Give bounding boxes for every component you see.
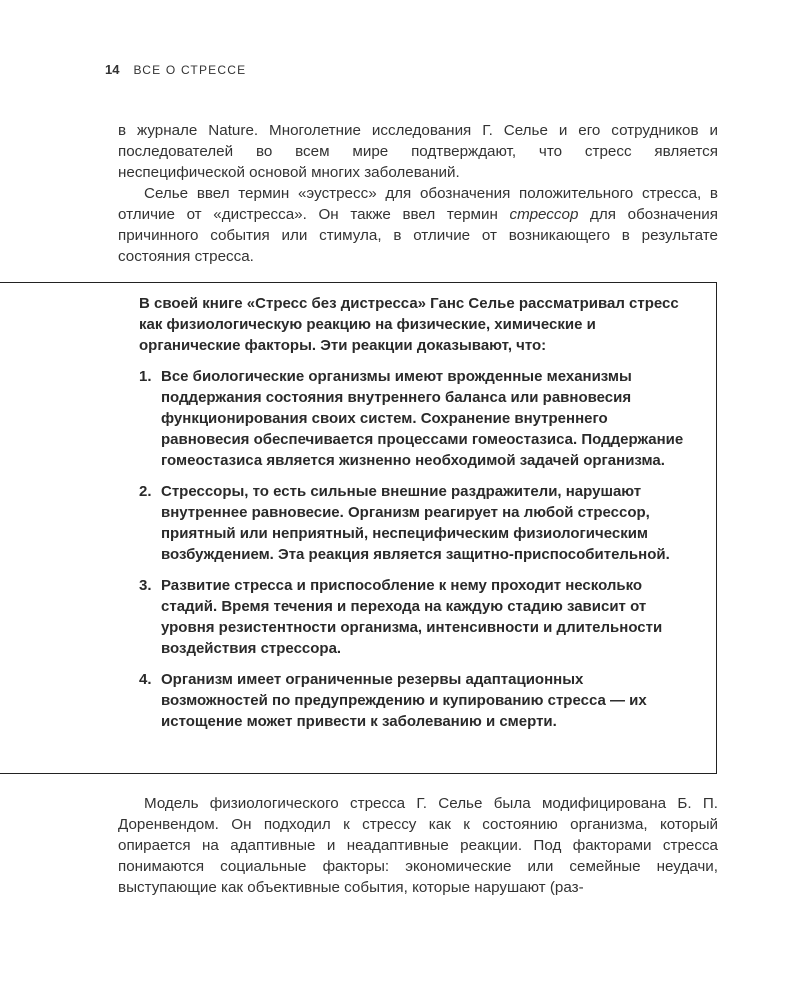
list-item-number: 3. bbox=[139, 577, 152, 594]
paragraph-eustress bbox=[118, 183, 718, 267]
sidebar-list bbox=[139, 366, 694, 732]
paragraph-dohrenwend: Модель физиологического стресса Г. Селье была модифицирована Б. П. Доренвендом. Он подходил к стрессу как к состоянию организма, который опирается на адаптивные и неадаптивные реакции. Под факторами стресса понимаются социальные факторы: экономические или семейные неудачи, выступающие как объективные события, которые нарушают (раз- bbox=[118, 795, 718, 896]
term-stressor: стрессор bbox=[509, 206, 579, 223]
running-header bbox=[105, 62, 246, 77]
sidebar-intro: В своей книге «Стресс без дистресса» Ганс Селье рассматривал стресс как физиологическую реакцию на физические, химические и органические факторы. Эти реакции доказывают, что: bbox=[139, 295, 679, 354]
list-item bbox=[139, 481, 694, 565]
paragraph-continuation: в журнале Nature. Многолетние исследования Г. Селье и его сотрудников и последователей во всем мире подтверждают, что стресс является неспецифической основой многих заболеваний. bbox=[118, 122, 718, 181]
list-item-text: Все биологические организмы имеют врожденные механизмы поддержания состояния внутреннего баланса или равновесия функционирования своих систем. Сохранение внутреннего равновесия обеспечивается процессами гомеостазиса. Поддержание гомеостазиса является жизненно необходимой задачей организма. bbox=[161, 368, 684, 469]
list-item-text: Стрессоры, то есть сильные внешние раздражители, нарушают внутреннее равновесие. Организм реагирует на любой стрессор, приятный или неприятный, неспецифическим физиологическим возбуждением. Эта реакция является защитно-приспособительной. bbox=[161, 483, 670, 563]
sidebar-content bbox=[139, 293, 694, 742]
running-title: ВСЕ О СТРЕССЕ bbox=[133, 63, 247, 77]
body-text-bottom bbox=[118, 793, 718, 898]
page-number: 14 bbox=[105, 62, 120, 77]
list-item bbox=[139, 575, 694, 659]
sidebar-box bbox=[0, 282, 717, 774]
paragraph-eustress-end: для обозначения причинного события или стимула, в отличие от возникающего в результате состояния стресса. bbox=[118, 206, 718, 265]
list-item-number: 4. bbox=[139, 671, 152, 688]
list-item bbox=[139, 669, 694, 732]
paragraph-eustress-start: Селье ввел термин «эустресс» для обозначения положительного стресса, в отличие от «дистресса». Он также ввел термин bbox=[118, 185, 718, 223]
list-item bbox=[139, 366, 694, 471]
list-item-number: 2. bbox=[139, 483, 152, 500]
list-item-text: Организм имеет ограниченные резервы адаптационных возможностей по предупреждению и купированию стресса — их истощение может привести к заболеванию и смерти. bbox=[161, 671, 647, 730]
list-item-number: 1. bbox=[139, 368, 152, 385]
list-item-text: Развитие стресса и приспособление к нему проходит несколько стадий. Время течения и перехода на каждую стадию зависит от уровня резистентности организма, интенсивности и длительности воздействия стрессора. bbox=[161, 577, 663, 657]
body-text-top bbox=[118, 120, 718, 267]
